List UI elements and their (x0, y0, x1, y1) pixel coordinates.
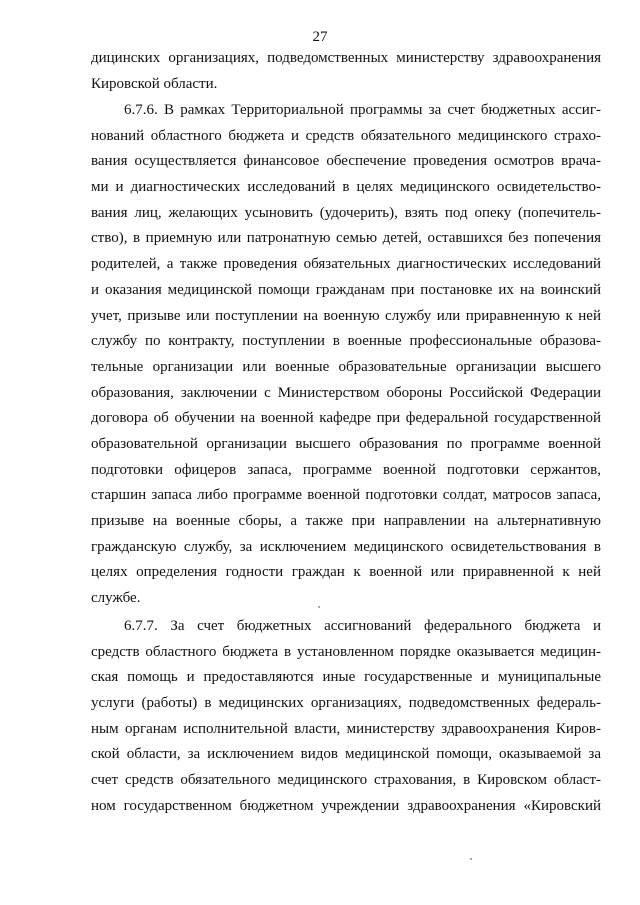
text-line: учет, призыве или поступлении на военную службу или приравненную к ней (91, 307, 601, 324)
text-line: образовательной организации высшего образования по программе военной (91, 435, 601, 452)
text-line: целях определения годности граждан к военной или приравненной к ней (91, 564, 601, 581)
text-line: услуги (работы) в медицинских организациях, подведомственных федераль- (91, 695, 601, 712)
text-line: службу по контракту, поступлении в военные профессиональные образова- (91, 333, 601, 350)
text-line: вания осуществляется финансовое обеспечение проведения осмотров врача- (91, 153, 601, 170)
text-line: нований областного бюджета и средств обязательного медицинского страхо- (91, 127, 601, 144)
text-line: ном государственном бюджетном учреждении здравоохранения «Кировский (91, 797, 601, 814)
text-line: договора об обучении на военной кафедре при федеральной государственной (91, 410, 601, 427)
text-line: образования, заключении с Министерством обороны Российской Федерации (91, 384, 601, 401)
text-line: дицинских организациях, подведомственных министерству здравоохранения (91, 50, 601, 66)
text-line: призыве на военные сборы, а также при направлении на альтернативную (91, 513, 601, 529)
paragraph-6-7-7 (91, 614, 601, 820)
text-line: 6.7.7. За счет бюджетных ассигнований федерального бюджета и (124, 618, 601, 634)
text-line: гражданскую службу, за исключением медицинского освидетельствования в (91, 538, 601, 555)
text-line: ным органам исполнительной власти, министерству здравоохранения Киров- (91, 720, 601, 737)
text-line: вания лиц, желающих усыновить (удочерить), взять под опеку (попечитель- (91, 204, 601, 221)
text-line: 6.7.6. В рамках Территориальной программы за счет бюджетных ассиг- (124, 102, 601, 118)
scan-speck (318, 606, 320, 608)
text-line: родителей, а также проведения обязательных диагностических исследований (91, 256, 601, 273)
text-line: счет средств обязательного медицинского страхования, в Кировском област- (91, 772, 601, 789)
text-line: ской области, за исключением видов медицинской помощи, оказываемой за (91, 746, 601, 763)
text-line: ми и диагностических исследований в целях медицинского освидетельство- (91, 179, 601, 196)
text-line: старшин запаса либо программе военной подготовки солдат, матросов запаса, (91, 487, 601, 504)
text-line: подготовки офицеров запаса, программе военной подготовки сержантов, (91, 461, 601, 478)
paragraph-continuation (91, 46, 601, 97)
text-line: ство), в приемную или патронатную семью детей, оставшихся без попечения (91, 230, 601, 247)
text-line: тельные организации или военные образовательные организации высшего (91, 358, 601, 375)
page-number: 27 (312, 29, 328, 45)
text-line: средств областного бюджета в установленном порядке оказывается медицин- (91, 643, 601, 660)
paragraph-6-7-6 (91, 98, 601, 612)
text-line: службе. (91, 590, 141, 607)
scan-speck (470, 858, 472, 860)
text-line: Кировской области. (91, 75, 218, 92)
text-line: и оказания медицинской помощи гражданам при постановке их на воинский (91, 281, 601, 298)
text-line: ская помощь и предоставляются иные государственные и муниципальные (91, 669, 601, 686)
